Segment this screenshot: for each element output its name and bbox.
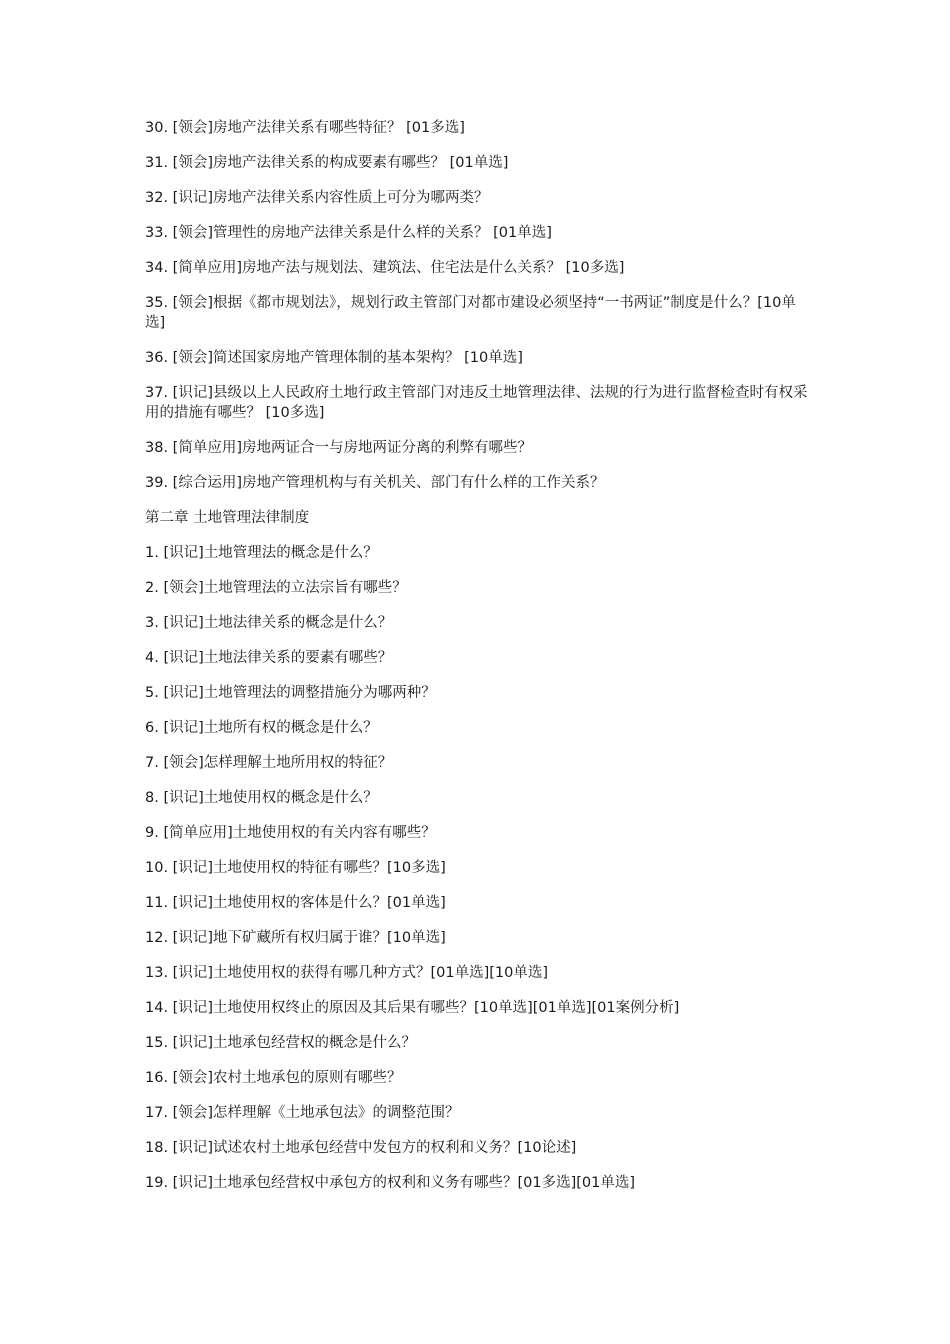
question-item: 37. [识记]县级以上人民政府土地行政主管部门对违反土地管理法律、法规的行为进行监督检查时有权采用的措施有哪些？ [10多选] <box>145 385 808 421</box>
question-item: 8. [识记]土地使用权的概念是什么？ <box>145 790 378 806</box>
question-item: 30. [领会]房地产法律关系有哪些特征？ [01多选] <box>145 120 465 136</box>
question-item: 36. [领会]简述国家房地产管理体制的基本架构？ [10单选] <box>145 350 523 366</box>
question-item: 34. [简单应用]房地产法与规划法、建筑法、住宅法是什么关系？ [10多选] <box>145 260 625 276</box>
question-item: 1. [识记]土地管理法的概念是什么？ <box>145 545 378 561</box>
question-list-chapter-2 <box>145 543 810 1193</box>
question-item: 13. [识记]土地使用权的获得有哪几种方式？[01单选][10单选] <box>145 965 549 981</box>
chapter-heading: 第二章 土地管理法律制度 <box>145 510 310 526</box>
question-item: 12. [识记]地下矿藏所有权归属于谁？[10单选] <box>145 930 446 946</box>
question-item: 3. [识记]土地法律关系的概念是什么？ <box>145 615 393 631</box>
question-item: 16. [领会]农村土地承包的原则有哪些？ <box>145 1070 402 1086</box>
question-item: 38. [简单应用]房地两证合一与房地两证分离的利弊有哪些？ <box>145 440 532 456</box>
question-item: 33. [领会]管理性的房地产法律关系是什么样的关系？ [01单选] <box>145 225 552 241</box>
question-item: 2. [领会]土地管理法的立法宗旨有哪些？ <box>145 580 407 596</box>
document-page <box>145 118 810 1208</box>
question-item: 4. [识记]土地法律关系的要素有哪些？ <box>145 650 393 666</box>
question-item: 35. [领会]根据《都市规划法》，规划行政主管部门对都市建设必须坚持“一书两证”制度是什么？[10单选] <box>145 295 796 331</box>
question-item: 14. [识记]土地使用权终止的原因及其后果有哪些？[10单选][01单选][01案例分析] <box>145 1000 680 1016</box>
question-item: 39. [综合运用]房地产管理机构与有关机关、部门有什么样的工作关系？ <box>145 475 605 491</box>
question-item: 18. [识记]试述农村土地承包经营中发包方的权利和义务？[10论述] <box>145 1140 577 1156</box>
question-item: 10. [识记]土地使用权的特征有哪些？[10多选] <box>145 860 446 876</box>
question-item: 11. [识记]土地使用权的客体是什么？[01单选] <box>145 895 446 911</box>
question-item: 5. [识记]土地管理法的调整措施分为哪两种？ <box>145 685 436 701</box>
question-item: 31. [领会]房地产法律关系的构成要素有哪些？ [01单选] <box>145 155 509 171</box>
question-item: 7. [领会]怎样理解土地所用权的特征？ <box>145 755 393 771</box>
question-item: 6. [识记]土地所有权的概念是什么？ <box>145 720 378 736</box>
question-item: 19. [识记]土地承包经营权中承包方的权利和义务有哪些？[01多选][01单选] <box>145 1175 636 1191</box>
question-item: 15. [识记]土地承包经营权的概念是什么？ <box>145 1035 416 1051</box>
question-item: 32. [识记]房地产法律关系内容性质上可分为哪两类？ <box>145 190 489 206</box>
question-item: 17. [领会]怎样理解《土地承包法》的调整范围？ <box>145 1105 460 1121</box>
question-item: 9. [简单应用]土地使用权的有关内容有哪些？ <box>145 825 436 841</box>
question-list-section-1 <box>145 118 810 493</box>
